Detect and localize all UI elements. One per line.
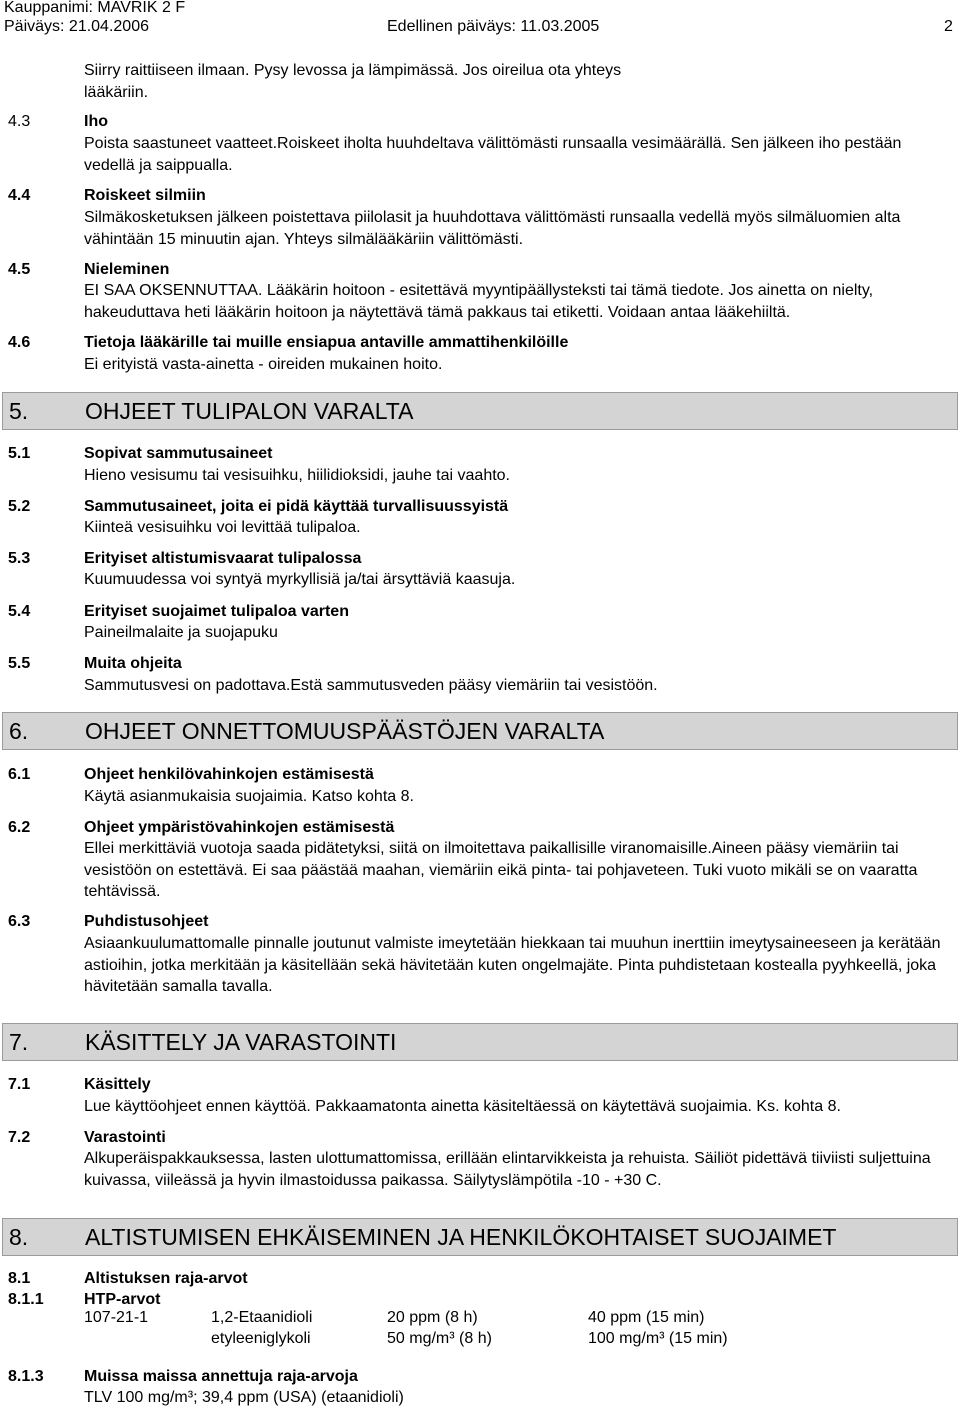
section-5-4-text: Paineilmalaite ja suojapuku bbox=[84, 624, 278, 641]
section-8-1-1-number: 8.1.1 bbox=[8, 1291, 44, 1308]
section-6-3-title: Puhdistusohjeet bbox=[84, 913, 209, 930]
section-6-heading bbox=[2, 712, 958, 750]
section-8-1-3-title: Muissa maissa annettuja raja-arvoja bbox=[84, 1368, 358, 1385]
section-8-1-3-number: 8.1.3 bbox=[8, 1368, 44, 1385]
htp-cas-number: 107-21-1 bbox=[84, 1309, 149, 1326]
section-8-number: 8. bbox=[9, 1224, 29, 1250]
section-6-1-title: Ohjeet henkilövahinkojen estämisestä bbox=[84, 766, 374, 783]
section-5-2-text: Kiinteä vesisuihku voi levittää tulipaloa. bbox=[84, 519, 361, 536]
section-7-title: KÄSITTELY JA VARASTOINTI bbox=[85, 1029, 397, 1055]
section-4-6-text: Ei erityistä vasta-ainetta - oireiden mukainen hoito. bbox=[84, 356, 443, 373]
section-4-5-number: 4.5 bbox=[8, 261, 31, 278]
section-4-4-text: Silmäkosketuksen jälkeen poistettava piilolasit ja huuhdottava välittömästi runsaalla vedellä myös silmäluomien alta vähintään 15 minuutin ajan. Yhteys silmälääkäriin välittömästi. bbox=[84, 209, 901, 248]
section-7-1-number: 7.1 bbox=[8, 1076, 31, 1093]
section-6-2-text: Ellei merkittäviä vuotoja saada pidätetyksi, siitä on ilmoitettava paikallisille viranomaisille.Aineen pääsy viemäriin tai vesistöön on estettävä. Ei saa päästää maahan, viemäriin eikä pinta- tai pohjaveteen. Tuki vuoto mikäli se on vaaratta tehtävissä. bbox=[84, 840, 918, 900]
section-4-6-title: Tietoja lääkärille tai muille ensiapua antaville ammattihenkilöille bbox=[84, 334, 569, 351]
htp-row-2-name: etyleeniglykoli bbox=[211, 1330, 311, 1347]
section-4-5-title: Nieleminen bbox=[84, 261, 170, 278]
htp-row-2-8h: 50 mg/m³ (8 h) bbox=[387, 1330, 492, 1347]
section-5-heading bbox=[2, 392, 958, 430]
section-4-4-title: Roiskeet silmiin bbox=[84, 187, 206, 204]
section-4-continued-text: Siirry raittiiseen ilmaan. Pysy levossa ja lämpimässä. Jos oireilua ota yhteys lääkäriin. bbox=[84, 62, 622, 101]
section-7-1-text: Lue käyttöohjeet ennen käyttöä. Pakkaamatonta ainetta käsiteltäessä on käytettävä suojaimia. Ks. kohta 8. bbox=[84, 1098, 841, 1115]
header-prev-date: Edellinen päiväys: 11.03.2005 bbox=[387, 18, 600, 35]
htp-row-1-name: 1,2-Etaanidioli bbox=[211, 1309, 313, 1326]
htp-row-1-15min: 40 ppm (15 min) bbox=[588, 1309, 705, 1326]
htp-row-2-15min: 100 mg/m³ (15 min) bbox=[588, 1330, 728, 1347]
section-6-title: OHJEET ONNETTOMUUSPÄÄSTÖJEN VARALTA bbox=[85, 718, 605, 744]
section-6-1-text: Käytä asianmukaisia suojaimia. Katso kohta 8. bbox=[84, 788, 414, 805]
section-8-title: ALTISTUMISEN EHKÄISEMINEN JA HENKILÖKOHTAISET SUOJAIMET bbox=[85, 1224, 837, 1250]
section-8-1-title: Altistuksen raja-arvot bbox=[84, 1270, 248, 1287]
section-6-2-title: Ohjeet ympäristövahinkojen estämisestä bbox=[84, 819, 395, 836]
section-5-5-title: Muita ohjeita bbox=[84, 655, 182, 672]
header-date: Päiväys: 21.04.2006 bbox=[4, 18, 149, 35]
header-company: Kauppanimi: MAVRIK 2 F bbox=[4, 0, 186, 16]
section-7-2-number: 7.2 bbox=[8, 1129, 31, 1146]
section-7-number: 7. bbox=[9, 1029, 29, 1055]
section-8-1-1-title: HTP-arvot bbox=[84, 1291, 161, 1308]
section-5-3-text: Kuumuudessa voi syntyä myrkyllisiä ja/tai ärsyttäviä kaasuja. bbox=[84, 571, 516, 588]
page-number: 2 bbox=[944, 18, 953, 35]
section-5-1-title: Sopivat sammutusaineet bbox=[84, 445, 273, 462]
section-6-number: 6. bbox=[9, 718, 29, 744]
section-5-3-title: Erityiset altistumisvaarat tulipalossa bbox=[84, 550, 362, 567]
section-6-3-number: 6.3 bbox=[8, 913, 31, 930]
section-7-1-title: Käsittely bbox=[84, 1076, 151, 1093]
section-5-5-number: 5.5 bbox=[8, 655, 31, 672]
section-5-title: OHJEET TULIPALON VARALTA bbox=[85, 398, 414, 424]
section-5-4-number: 5.4 bbox=[8, 603, 31, 620]
section-5-5-text: Sammutusvesi on padottava.Estä sammutusveden pääsy viemäriin tai vesistöön. bbox=[84, 677, 658, 694]
section-5-2-number: 5.2 bbox=[8, 498, 31, 515]
section-8-1-number: 8.1 bbox=[8, 1270, 31, 1287]
section-6-1-number: 6.1 bbox=[8, 766, 31, 783]
section-7-heading bbox=[2, 1023, 958, 1061]
section-4-6-number: 4.6 bbox=[8, 334, 31, 351]
section-6-3-text: Asiaankuulumattomalle pinnalle joutunut valmiste imeytetään hiekkaan tai muuhun inerttiin imeytysaineeseen ja kerätään astioihin, jotka merkitään ja käsitellään sekä hävitetään kuten ongelmajäte. Pinta puhdistetaan kostealla pyyhkeellä, joka hävitetään samalla tavalla. bbox=[84, 935, 941, 995]
section-8-1-3-text: TLV 100 mg/m³; 39,4 ppm (USA) (etaanidioli) bbox=[84, 1389, 404, 1406]
section-4-3-title: Iho bbox=[84, 113, 108, 130]
section-5-1-number: 5.1 bbox=[8, 445, 31, 462]
section-7-2-text: Alkuperäispakkauksessa, lasten ulottumattomissa, erillään elintarvikkeista ja rehuista. Säiliöt pidettävä tiiviisti suljettuina kuivassa, viileässä ja hyvin ilmastoidussa paikassa. Säilytyslämpötila -10 - +30 C. bbox=[84, 1150, 931, 1189]
section-5-2-title: Sammutusaineet, joita ei pidä käyttää turvallisuussyistä bbox=[84, 498, 509, 515]
section-5-number: 5. bbox=[9, 398, 29, 424]
section-8-heading bbox=[2, 1218, 958, 1256]
section-6-2-number: 6.2 bbox=[8, 819, 31, 836]
section-5-4-title: Erityiset suojaimet tulipaloa varten bbox=[84, 603, 349, 620]
section-4-3-number: 4.3 bbox=[8, 113, 31, 130]
htp-row-1-8h: 20 ppm (8 h) bbox=[387, 1309, 478, 1326]
section-5-3-number: 5.3 bbox=[8, 550, 31, 567]
section-5-1-text: Hieno vesisumu tai vesisuihku, hiilidioksidi, jauhe tai vaahto. bbox=[84, 467, 510, 484]
section-4-5-text: EI SAA OKSENNUTTAA. Lääkärin hoitoon - esitettävä myyntipäällysteksti tai tämä tiedote. Jos ainetta on nielty, hakeuduttava heti lääkärin hoitoon ja näytettävä tämä pakkaus tai etiketti. Voidaan antaa lääkehiiltä. bbox=[84, 282, 874, 321]
section-4-4-number: 4.4 bbox=[8, 187, 31, 204]
section-4-3-text: Poista saastuneet vaatteet.Roiskeet iholta huuhdeltava välittömästi runsaalla vesimäärällä. Sen jälkeen iho pestään vedellä ja saippualla. bbox=[84, 135, 902, 174]
section-7-2-title: Varastointi bbox=[84, 1129, 166, 1146]
